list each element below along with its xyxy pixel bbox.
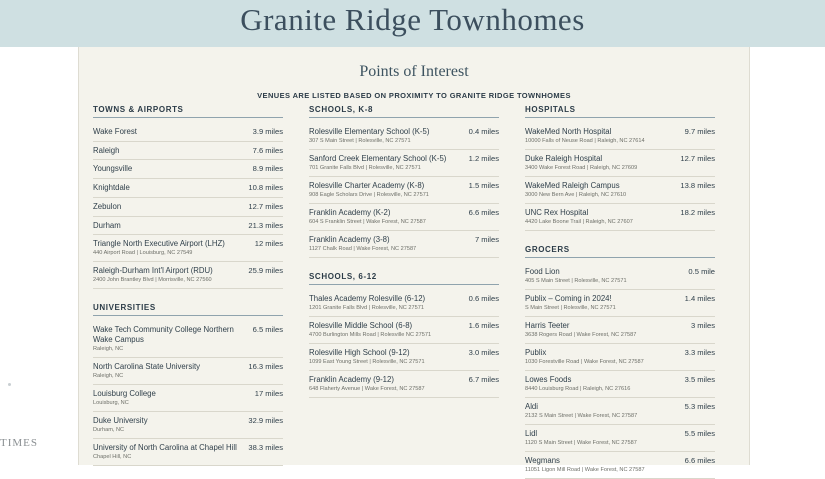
list-item [525, 123, 715, 150]
poi-distance: 12 miles [254, 239, 283, 249]
poi-name: Food Lion [525, 267, 560, 276]
poi-name: Rolesville Charter Academy (K-8) [309, 181, 425, 190]
list-grocers [525, 263, 715, 479]
decorative-dot [8, 383, 11, 386]
poi-address: 307 S Main Street | Rolesville, NC 27571 [309, 137, 411, 144]
poi-name: Harris Teeter [525, 321, 570, 330]
poi-address: 908 Eagle Scholars Drive | Rolesville, NC 27571 [309, 191, 429, 198]
poi-distance: 8.9 miles [252, 164, 283, 174]
poi-address: 11051 Ligon Mill Road | Wake Forest, NC 27587 [525, 466, 645, 473]
poi-address: 1030 Forestville Road | Wake Forest, NC 27587 [525, 358, 644, 365]
poi-name: Franklin Academy (3-8) [309, 235, 390, 244]
poi-name: Durham [93, 220, 121, 230]
column-schools [309, 105, 499, 479]
poi-distance: 17 miles [254, 389, 283, 399]
poi-address: 440 Airport Road | Louisburg, NC 27549 [93, 250, 193, 257]
list-item [93, 358, 283, 385]
poi-address: Raleigh, NC [93, 372, 124, 379]
poi-name: Duke University [93, 416, 148, 426]
poi-distance: 0.5 mile [688, 267, 715, 276]
list-item [525, 150, 715, 177]
column-hospitals-grocers [525, 105, 715, 479]
list-item [93, 439, 283, 466]
list-item [525, 263, 715, 290]
poi-distance: 21.3 miles [248, 220, 283, 230]
poi-address: 1127 Chalk Road | Wake Forest, NC 27587 [309, 245, 417, 252]
poi-address: Chapel Hill, NC [93, 453, 132, 460]
poi-distance: 12.7 miles [680, 154, 715, 163]
poi-name: Publix [525, 348, 547, 357]
poi-name: University of North Carolina at Chapel Hill [93, 443, 237, 453]
poi-address: 1099 East Young Street | Rolesville, NC 27571 [309, 358, 425, 365]
section-heading-towns: TOWNS & AIRPORTS [93, 105, 283, 118]
poi-distance: 5.3 miles [684, 402, 715, 411]
list-item [93, 160, 283, 179]
list-item [525, 452, 715, 479]
list-item [93, 412, 283, 439]
list-hospitals [525, 123, 715, 231]
poi-distance: 1.5 miles [468, 181, 499, 190]
list-item [525, 371, 715, 398]
list-item [525, 177, 715, 204]
list-schools-612 [309, 290, 499, 398]
poi-address: 3400 Wake Forest Road | Raleigh, NC 27609 [525, 164, 638, 171]
list-universities [93, 321, 283, 466]
poi-distance: 38.3 miles [248, 443, 283, 453]
list-item [93, 179, 283, 198]
poi-distance: 3.0 miles [468, 348, 499, 357]
poi-distance: 5.5 miles [684, 429, 715, 438]
list-item [309, 290, 499, 317]
poi-address: Louisburg, NC [93, 399, 129, 406]
list-item [93, 198, 283, 217]
list-item [525, 290, 715, 317]
list-item [93, 321, 283, 358]
poi-distance: 18.2 miles [680, 208, 715, 217]
list-item [93, 142, 283, 161]
poi-name: Rolesville High School (9-12) [309, 348, 410, 357]
poi-address: Durham, NC [93, 426, 125, 433]
list-towns [93, 123, 283, 289]
poi-distance: 0.6 miles [468, 294, 499, 303]
poi-address: Raleigh, NC [93, 345, 124, 352]
section-heading-universities: UNIVERSITIES [93, 303, 283, 316]
poi-distance: 16.3 miles [248, 362, 283, 372]
column-towns-universities [93, 105, 283, 479]
list-item [93, 217, 283, 236]
list-item [525, 204, 715, 231]
poi-distance: 3.5 miles [684, 375, 715, 384]
poi-address: 405 S Main Street | Rolesville, NC 27571 [525, 277, 627, 284]
poi-name: Duke Raleigh Hospital [525, 154, 603, 163]
poi-address: 8440 Louisburg Road | Raleigh, NC 27616 [525, 385, 631, 392]
poi-name: Wegmans [525, 456, 560, 465]
poi-distance: 3.3 miles [684, 348, 715, 357]
poi-name: Publix – Coming in 2024! [525, 294, 612, 303]
poi-name: Wake Forest [93, 127, 137, 136]
poi-name: Louisburg College [93, 389, 156, 399]
poi-address: 10000 Falls of Neuse Road | Raleigh, NC 27614 [525, 137, 645, 144]
list-item [309, 344, 499, 371]
list-item [93, 385, 283, 412]
poi-distance: 10.8 miles [248, 183, 283, 193]
list-item [309, 177, 499, 204]
list-item [525, 317, 715, 344]
poi-name: Triangle North Executive Airport (LHZ) [93, 239, 225, 249]
list-item [525, 344, 715, 371]
section-heading-hospitals: HOSPITALS [525, 105, 715, 118]
poi-name: Wake Tech Community College Northern Wake Campus [93, 325, 234, 345]
list-item [525, 425, 715, 452]
poi-name: Raleigh [93, 145, 120, 155]
poi-distance: 9.7 miles [684, 127, 715, 136]
list-item [309, 123, 499, 150]
poi-distance: 12.7 miles [248, 201, 283, 211]
poi-address: 1201 Granite Falls Blvd | Rolesville, NC 27571 [309, 304, 424, 311]
poi-distance: 6.5 miles [252, 325, 283, 335]
venues-subtitle: VENUES ARE LISTED BASED ON PROXIMITY TO GRANITE RIDGE TOWNHOMES [257, 91, 571, 100]
poi-address: S Main Street | Rolesville, NC 27571 [525, 304, 616, 311]
list-item [309, 317, 499, 344]
poi-name: Raleigh-Durham Int'l Airport (RDU) [93, 266, 213, 276]
poi-name: Thales Academy Rolesville (6-12) [309, 294, 426, 303]
poi-address: 3638 Rogers Road | Wake Forest, NC 27587 [525, 331, 637, 338]
section-heading-schools-k8: SCHOOLS, K-8 [309, 105, 499, 118]
poi-address: 4420 Lake Boone Trail | Raleigh, NC 27607 [525, 218, 633, 225]
poi-address: 4700 Burlington Mills Road | Rolesville NC 27571 [309, 331, 432, 338]
poi-name: WakeMed North Hospital [525, 127, 612, 136]
poi-distance: 1.6 miles [468, 321, 499, 330]
list-item [525, 398, 715, 425]
poi-name: Aldi [525, 402, 539, 411]
poi-distance: 6.6 miles [684, 456, 715, 465]
section-heading-schools-612: SCHOOLS, 6-12 [309, 272, 499, 285]
list-item [93, 123, 283, 142]
poi-address: 2132 S Main Street | Wake Forest, NC 27587 [525, 412, 638, 419]
poi-name: Zebulon [93, 201, 122, 211]
poi-distance: 7.6 miles [252, 145, 283, 155]
page-title: Granite Ridge Townhomes [240, 2, 585, 37]
poi-name: Lidl [525, 429, 538, 438]
list-schools-k8 [309, 123, 499, 258]
title-banner [0, 0, 825, 47]
poi-name: Franklin Academy (9-12) [309, 375, 394, 384]
poi-name: Franklin Academy (K-2) [309, 208, 391, 217]
columns-container [93, 105, 735, 479]
poi-name: UNC Rex Hospital [525, 208, 589, 217]
poi-distance: 6.7 miles [468, 375, 499, 384]
section-heading-grocers: GROCERS [525, 245, 715, 258]
poi-address: 2400 John Brantley Blvd | Morrisville, NC 27560 [93, 277, 212, 284]
poi-distance: 3 miles [690, 321, 715, 330]
poi-address: 604 S Franklin Street | Wake Forest, NC 27587 [309, 218, 426, 225]
poi-distance: 0.4 miles [468, 127, 499, 136]
poi-distance: 1.2 miles [468, 154, 499, 163]
poi-distance: 3.9 miles [252, 127, 283, 136]
poi-name: Youngsville [93, 164, 133, 174]
poi-name: Sanford Creek Elementary School (K-5) [309, 154, 447, 163]
poi-name: Rolesville Middle School (6-8) [309, 321, 413, 330]
list-item [93, 235, 283, 262]
poi-address: 1120 S Main Street | Wake Forest, NC 27587 [525, 439, 637, 446]
corner-artifact-text: TIMES [0, 437, 38, 449]
poi-name: Lowes Foods [525, 375, 572, 384]
poi-address: 701 Granite Falls Blvd | Rolesville, NC 27571 [309, 164, 421, 171]
poi-distance: 6.6 miles [468, 208, 499, 217]
poi-name: Knightdale [93, 183, 130, 193]
poi-distance: 25.9 miles [248, 266, 283, 276]
list-item [309, 150, 499, 177]
poi-address: 3000 New Bern Ave | Raleigh, NC 27610 [525, 191, 627, 198]
poi-name: WakeMed Raleigh Campus [525, 181, 620, 190]
poi-distance: 1.4 miles [684, 294, 715, 303]
list-item [93, 262, 283, 289]
poi-address: 648 Flaherty Avenue | Wake Forest, NC 27587 [309, 385, 425, 392]
poi-distance: 13.8 miles [680, 181, 715, 190]
poi-distance: 32.9 miles [248, 416, 283, 426]
list-item [309, 231, 499, 258]
list-item [309, 204, 499, 231]
poi-name: Rolesville Elementary School (K-5) [309, 127, 430, 136]
list-item [309, 371, 499, 398]
poi-sheet [78, 47, 750, 473]
poi-name: North Carolina State University [93, 362, 201, 372]
poi-distance: 7 miles [474, 235, 499, 244]
points-of-interest-heading: Points of Interest [359, 63, 469, 80]
